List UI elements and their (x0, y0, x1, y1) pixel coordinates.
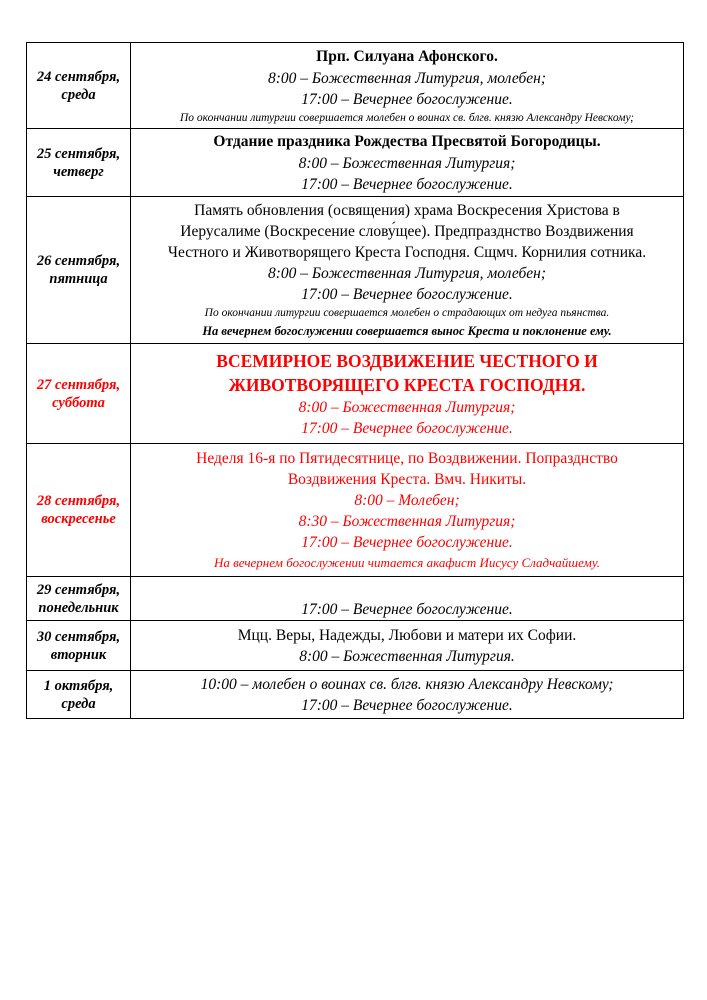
schedule-row (27, 444, 684, 577)
date-weekday: понедельник (38, 599, 119, 616)
date-day: 25 сентября, (36, 145, 121, 162)
schedule-row (27, 197, 684, 344)
date-cell (27, 43, 131, 129)
date-weekday: суббота (52, 394, 105, 411)
feast-description: Иерусалиме (Воскресение слову́щее). Предпразднство Воздвижения (180, 222, 634, 240)
service-time: 17:00 – Вечернее богослужение. (301, 533, 513, 551)
feast-description: Неделя 16-я по Пятидесятнице, по Воздвижении. Попразднство (196, 449, 618, 467)
service-cell (131, 671, 684, 719)
date-weekday: пятница (49, 271, 108, 287)
feast-title: Отдание праздника Рождества Пресвятой Богородицы. (213, 133, 601, 150)
service-note: На вечернем богослужении читается акафист Иисусу Сладчайшему. (213, 554, 601, 570)
schedule-row (27, 671, 684, 719)
service-time: 8:00 – Молебен; (354, 491, 460, 509)
date-weekday: среда (61, 695, 96, 712)
service-time: 10:00 – молебен о воинах св. блгв. князю Александру Невскому; (200, 675, 614, 693)
feast-description: Честного и Животворящего Креста Господня. Сщмч. Корнилия сотника. (167, 243, 647, 261)
service-cell (131, 197, 684, 344)
service-time: 17:00 – Вечернее богослужение. (301, 176, 513, 193)
service-time: 8:00 – Божественная Литургия; (298, 155, 516, 172)
service-time: 17:00 – Вечернее богослужение. (301, 91, 513, 108)
service-time: 17:00 – Вечернее богослужение. (301, 419, 513, 437)
service-time: 8:00 – Божественная Литургия. (299, 647, 515, 665)
feast-title: ЖИВОТВОРЯЩЕГО КРЕСТА ГОСПОДНЯ. (228, 374, 586, 395)
service-note: По окончании литургии совершается молебен о страдающих от недуга пьянства. (204, 306, 610, 319)
service-cell (131, 444, 684, 577)
service-time: 8:00 – Божественная Литургия; (298, 398, 516, 416)
date-weekday: вторник (50, 646, 107, 663)
date-cell (27, 344, 131, 444)
date-day: 24 сентября, (36, 68, 121, 85)
schedule-row (27, 43, 684, 129)
schedule-row (27, 129, 684, 197)
service-time: 8:30 – Божественная Литургия; (298, 512, 516, 530)
date-weekday: воскресенье (41, 511, 116, 527)
schedule-table (26, 42, 684, 719)
schedule-row (27, 344, 684, 444)
service-note-bold: На вечернем богослужении совершается вынос Креста и поклонение ему. (202, 323, 612, 338)
feast-description: Воздвижения Креста. Вмч. Никиты. (287, 470, 527, 488)
service-time: 17:00 – Вечернее богослужение. (301, 601, 513, 618)
schedule-row (27, 577, 684, 621)
date-day: 27 сентября, (36, 376, 121, 393)
service-note: По окончании литургии совершается молебен о воинах св. блгв. князю Александру Невскому; (179, 112, 635, 124)
service-cell (131, 577, 684, 621)
date-day: 28 сентября, (36, 493, 121, 509)
service-cell (131, 344, 684, 444)
date-cell (27, 577, 131, 621)
service-cell (131, 621, 684, 671)
date-day: 30 сентября, (36, 628, 121, 645)
date-day: 26 сентября, (36, 253, 121, 269)
service-cell (131, 43, 684, 129)
feast-description: Память обновления (освящения) храма Воскресения Христова в (194, 201, 620, 219)
date-cell (27, 671, 131, 719)
service-time: 17:00 – Вечернее богослужение. (301, 696, 513, 714)
date-cell (27, 621, 131, 671)
date-cell (27, 197, 131, 344)
feast-description: Мцц. Веры, Надежды, Любови и матери их Софии. (237, 626, 577, 644)
service-cell (131, 129, 684, 197)
date-cell (27, 444, 131, 577)
service-time: 8:00 – Божественная Литургия, молебен; (267, 264, 547, 282)
feast-title: ВСЕМИРНОЕ ВОЗДВИЖЕНИЕ ЧЕСТНОГО И (216, 350, 598, 371)
date-cell (27, 129, 131, 197)
schedule-row (27, 621, 684, 671)
feast-title: Прп. Силуана Афонского. (316, 48, 498, 65)
date-day: 29 сентября, (36, 581, 121, 598)
date-day: 1 октября, (43, 677, 114, 694)
service-time: 8:00 – Божественная Литургия, молебен; (267, 70, 547, 87)
service-time: 17:00 – Вечернее богослужение. (301, 285, 513, 303)
date-weekday: четверг (53, 163, 104, 180)
date-weekday: среда (61, 86, 96, 103)
